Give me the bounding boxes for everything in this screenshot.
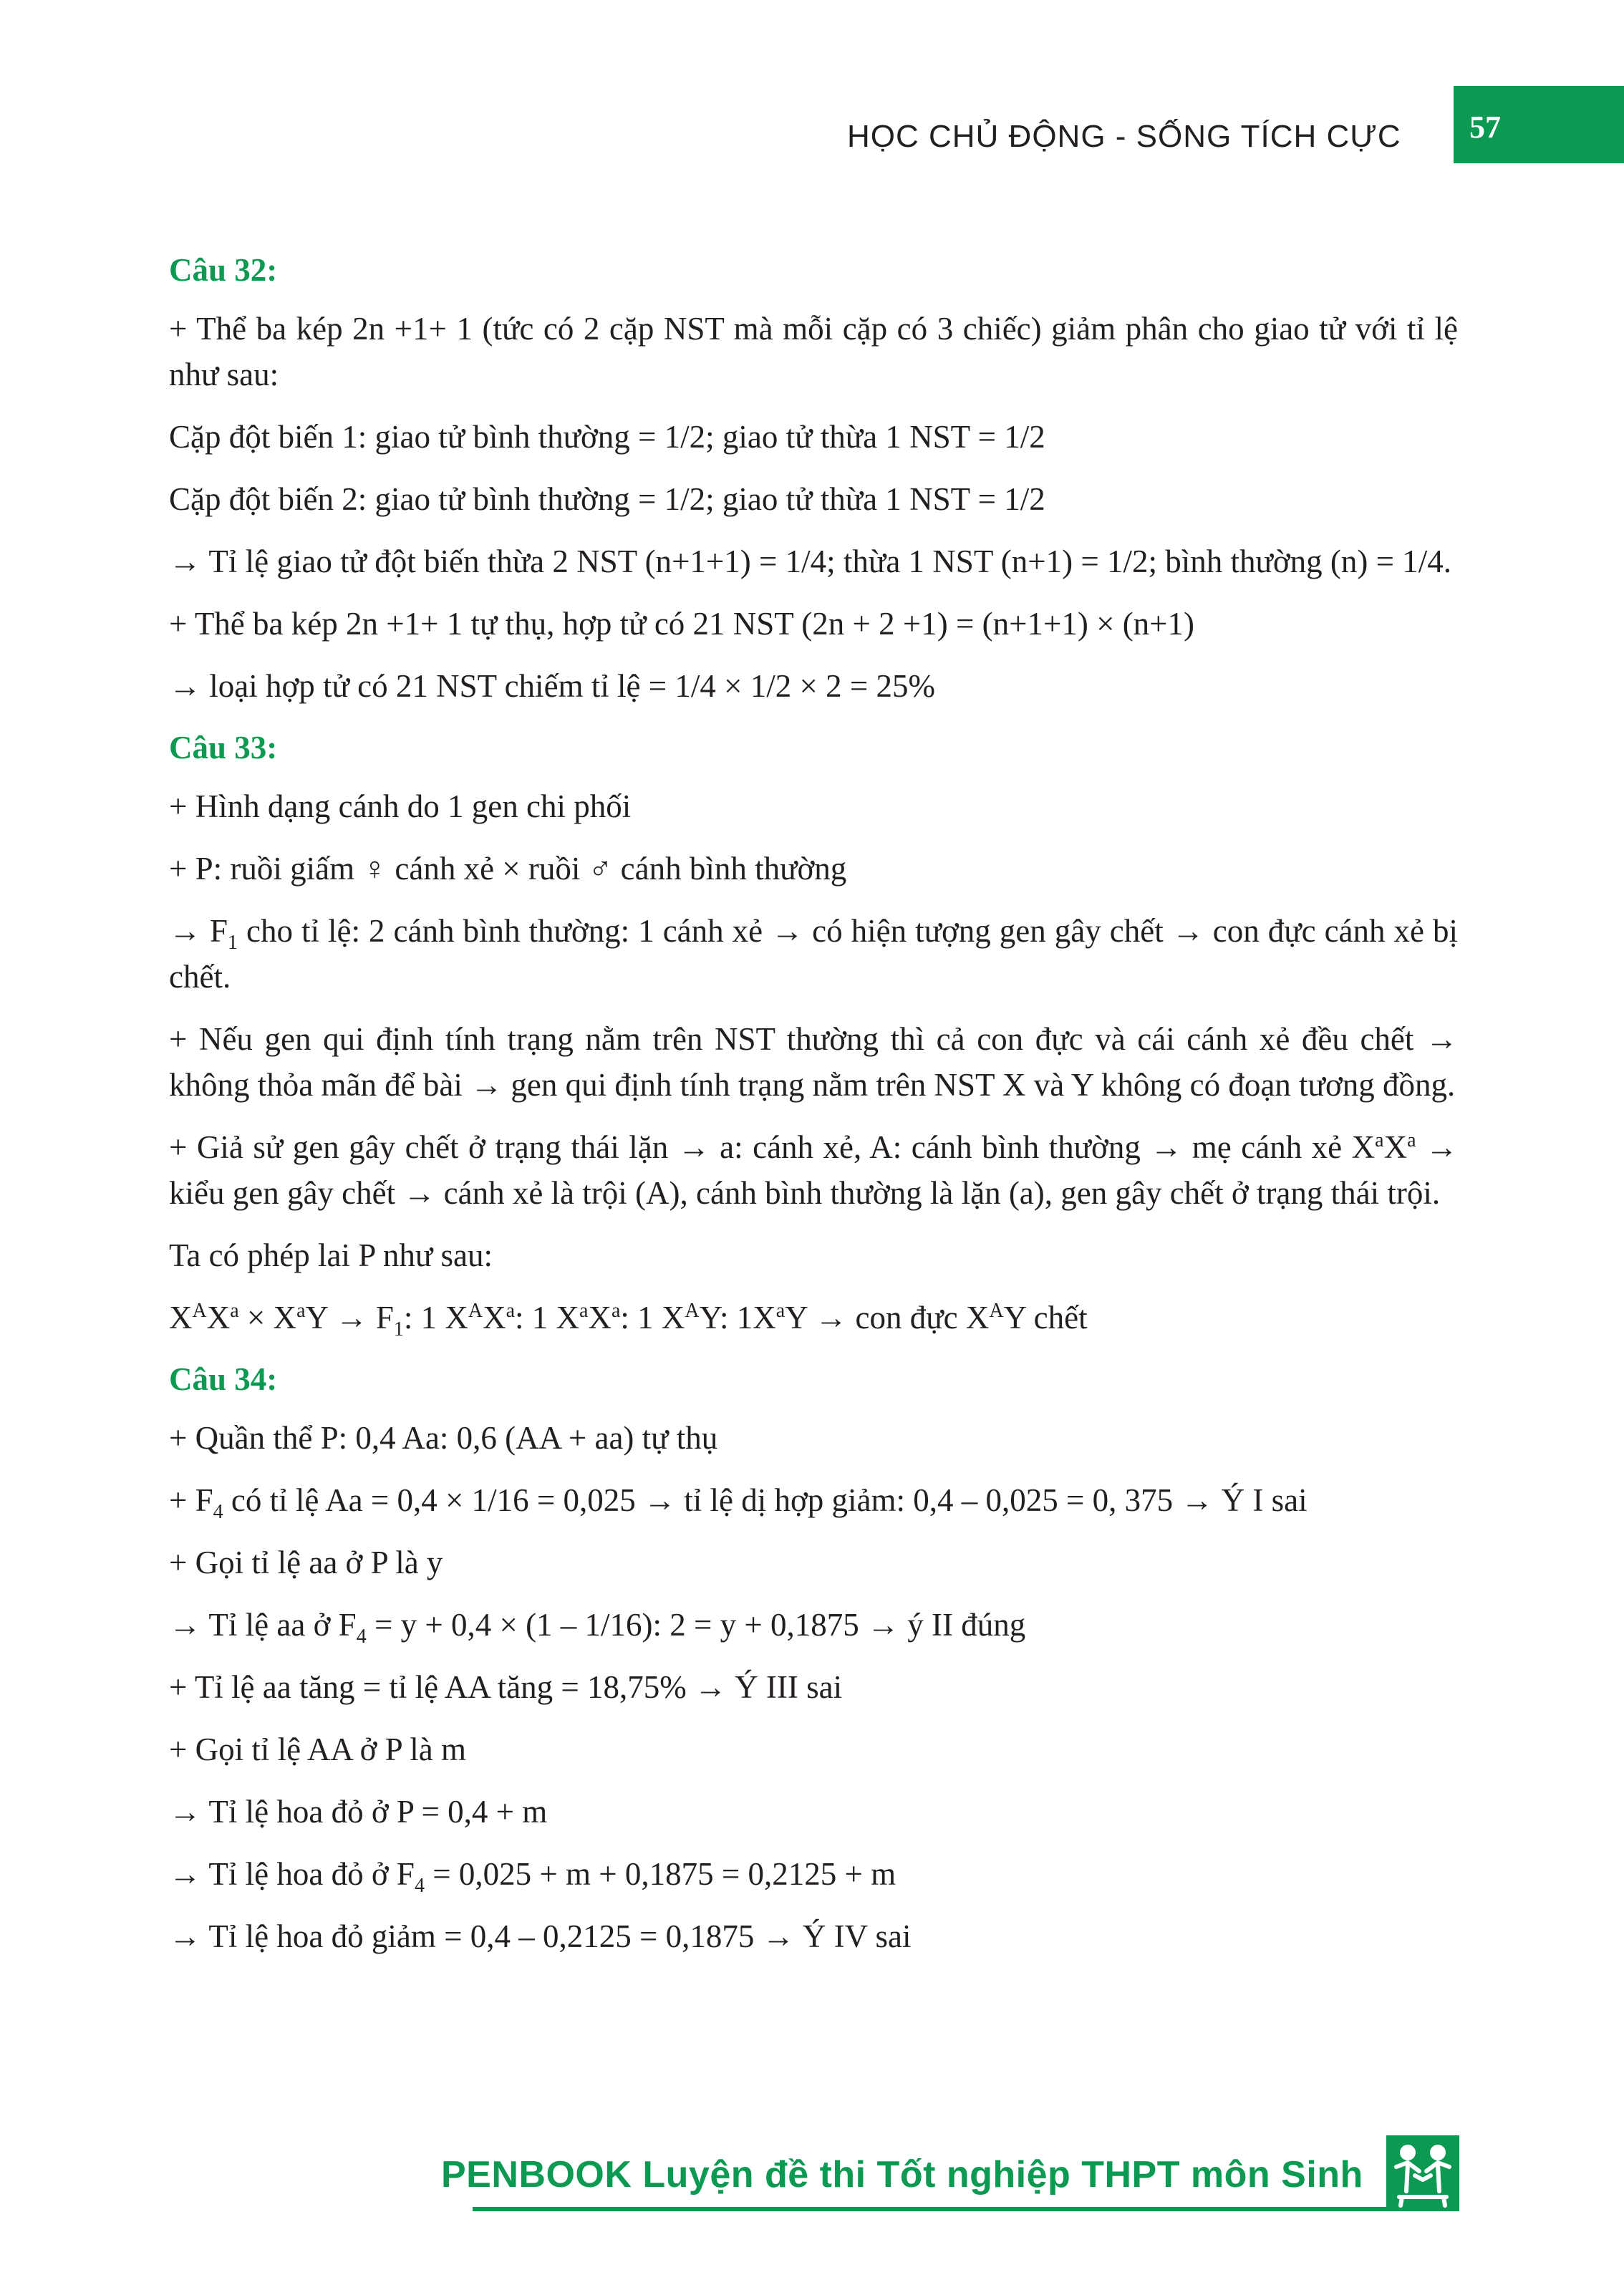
paragraph: + P: ruồi giấm ♀ cánh xẻ × ruồi ♂ cánh bình thường [169, 851, 847, 887]
text-run: : 1 X [515, 1300, 580, 1335]
superscript: A [192, 1300, 207, 1322]
paragraph: → Tỉ lệ giao tử đột biến thừa 2 NST (n+1+1) = 1/4; thừa 1 NST (n+1) = 1/2; bình thường (n) = 1/4. [169, 544, 1452, 579]
superscript: a [579, 1300, 589, 1322]
paragraph [169, 1851, 1458, 1897]
text-run: X [483, 1300, 506, 1335]
question-32 [169, 247, 1458, 709]
people-reading-logo-icon [1386, 2135, 1459, 2211]
text-run: + Giả sử gen gây chết ở trạng thái lặn → a: cánh xẻ, A: cánh bình thường → mẹ cánh xẻ X [169, 1129, 1376, 1165]
question-33 [169, 725, 1458, 1341]
question-34 [169, 1356, 1458, 1959]
text-run: Y → con đực X [785, 1300, 990, 1335]
paragraph: Cặp đột biến 1: giao tử bình thường = 1/2; giao tử thừa 1 NST = 1/2 [169, 419, 1045, 455]
page-number: 57 [1469, 110, 1501, 145]
text-run: X [169, 1300, 193, 1335]
subscript: 1 [228, 932, 238, 954]
superscript: a [611, 1300, 621, 1322]
running-header: HỌC CHỦ ĐỘNG - SỐNG TÍCH CỰC [847, 119, 1401, 154]
superscript: a [775, 1300, 786, 1322]
paragraph: + Gọi tỉ lệ AA ở P là m [169, 1731, 467, 1767]
page-number-badge [1454, 86, 1624, 163]
paragraph [169, 1602, 1458, 1648]
page-content [169, 247, 1458, 1975]
paragraph: + Quần thể P: 0,4 Aa: 0,6 (AA + aa) tự thụ [169, 1420, 718, 1456]
text-run: Y chết [1003, 1300, 1088, 1335]
text-run: X [1383, 1129, 1408, 1165]
superscript: A [685, 1300, 700, 1322]
paragraph: + Thể ba kép 2n +1+ 1 tự thụ, hợp tử có 21 NST (2n + 2 +1) = (n+1+1) × (n+1) [169, 606, 1195, 642]
text-run: : 1 X [403, 1300, 468, 1335]
text-run: X [206, 1300, 231, 1335]
paragraph: → Tỉ lệ hoa đỏ ở P = 0,4 + m [169, 1794, 548, 1830]
text-run: Y → F [305, 1300, 394, 1335]
subscript: 4 [414, 1875, 425, 1897]
paragraph: + Nếu gen qui định tính trạng nằm trên NST thường thì cả con đực và cái cánh xẻ đều chết → không thỏa mãn để bài → gen qui định tính trạng nằm trên NST X và Y không có đoạn tương đồng. [169, 1021, 1458, 1103]
question-heading: Câu 32: [169, 252, 278, 288]
text-run: Y: 1X [699, 1300, 776, 1335]
superscript: a [230, 1300, 239, 1322]
cross-formula [169, 1295, 1458, 1341]
subscript: 4 [356, 1626, 367, 1648]
paragraph [169, 1477, 1458, 1523]
subscript: 1 [393, 1318, 404, 1341]
paragraph: → loại hợp tử có 21 NST chiếm tỉ lệ = 1/4 × 1/2 × 2 = 25% [169, 668, 936, 704]
text-run: : 1 X [620, 1300, 685, 1335]
text-run: × X [238, 1300, 297, 1335]
paragraph: + Thể ba kép 2n +1+ 1 (tức có 2 cặp NST mà mỗi cặp có 3 chiếc) giảm phân cho giao tử với tỉ lệ như sau: [169, 311, 1458, 392]
text-run: → kiểu gen gây chết → cánh xẻ là trội (A), cánh bình thường là lặn (a), gen gây chết ở trạng thái trội. [169, 1129, 1458, 1211]
text-run: cho tỉ lệ: 2 cánh bình thường: 1 cánh xẻ → có hiện tượng gen gây chết → con đực cánh xẻ bị chết. [169, 913, 1459, 995]
text-run: → Tỉ lệ aa ở F [169, 1607, 357, 1643]
paragraph: Cặp đột biến 2: giao tử bình thường = 1/2; giao tử thừa 1 NST = 1/2 [169, 481, 1045, 517]
text-run: = 0,025 + m + 0,1875 = 0,2125 + m [424, 1856, 896, 1892]
paragraph: + Gọi tỉ lệ aa ở P là y [169, 1545, 443, 1580]
text-run: → F [169, 913, 228, 949]
paragraph: Ta có phép lai P như sau: [169, 1237, 493, 1273]
text-run: + F [169, 1482, 213, 1518]
paragraph [169, 908, 1458, 1000]
superscript: a [296, 1300, 306, 1322]
paragraph: + Hình dạng cánh do 1 gen chi phối [169, 788, 632, 824]
text-run: có tỉ lệ Aa = 0,4 × 1/16 = 0,025 → tỉ lệ dị hợp giảm: 0,4 – 0,025 = 0, 375 → Ý I sai [223, 1482, 1308, 1518]
text-run: X [588, 1300, 612, 1335]
footer-book-title: PENBOOK Luyện đề thi Tốt nghiệp THPT môn Sinh [441, 2154, 1363, 2196]
superscript: a [506, 1300, 516, 1322]
superscript: a [1407, 1129, 1416, 1151]
paragraph: + Tỉ lệ aa tăng = tỉ lệ AA tăng = 18,75% → Ý III sai [169, 1669, 843, 1705]
superscript: A [468, 1300, 483, 1322]
superscript: a [1375, 1129, 1384, 1151]
paragraph [169, 1124, 1458, 1216]
footer-divider [473, 2207, 1386, 2211]
question-heading: Câu 34: [169, 1361, 278, 1397]
text-run: → Tỉ lệ hoa đỏ ở F [169, 1856, 415, 1892]
paragraph: → Tỉ lệ hoa đỏ giảm = 0,4 – 0,2125 = 0,1875 → Ý IV sai [169, 1918, 912, 1954]
text-run: = y + 0,4 × (1 – 1/16): 2 = y + 0,1875 → ý II đúng [366, 1607, 1026, 1643]
subscript: 4 [213, 1501, 223, 1523]
question-heading: Câu 33: [169, 730, 278, 765]
superscript: A [989, 1300, 1004, 1322]
